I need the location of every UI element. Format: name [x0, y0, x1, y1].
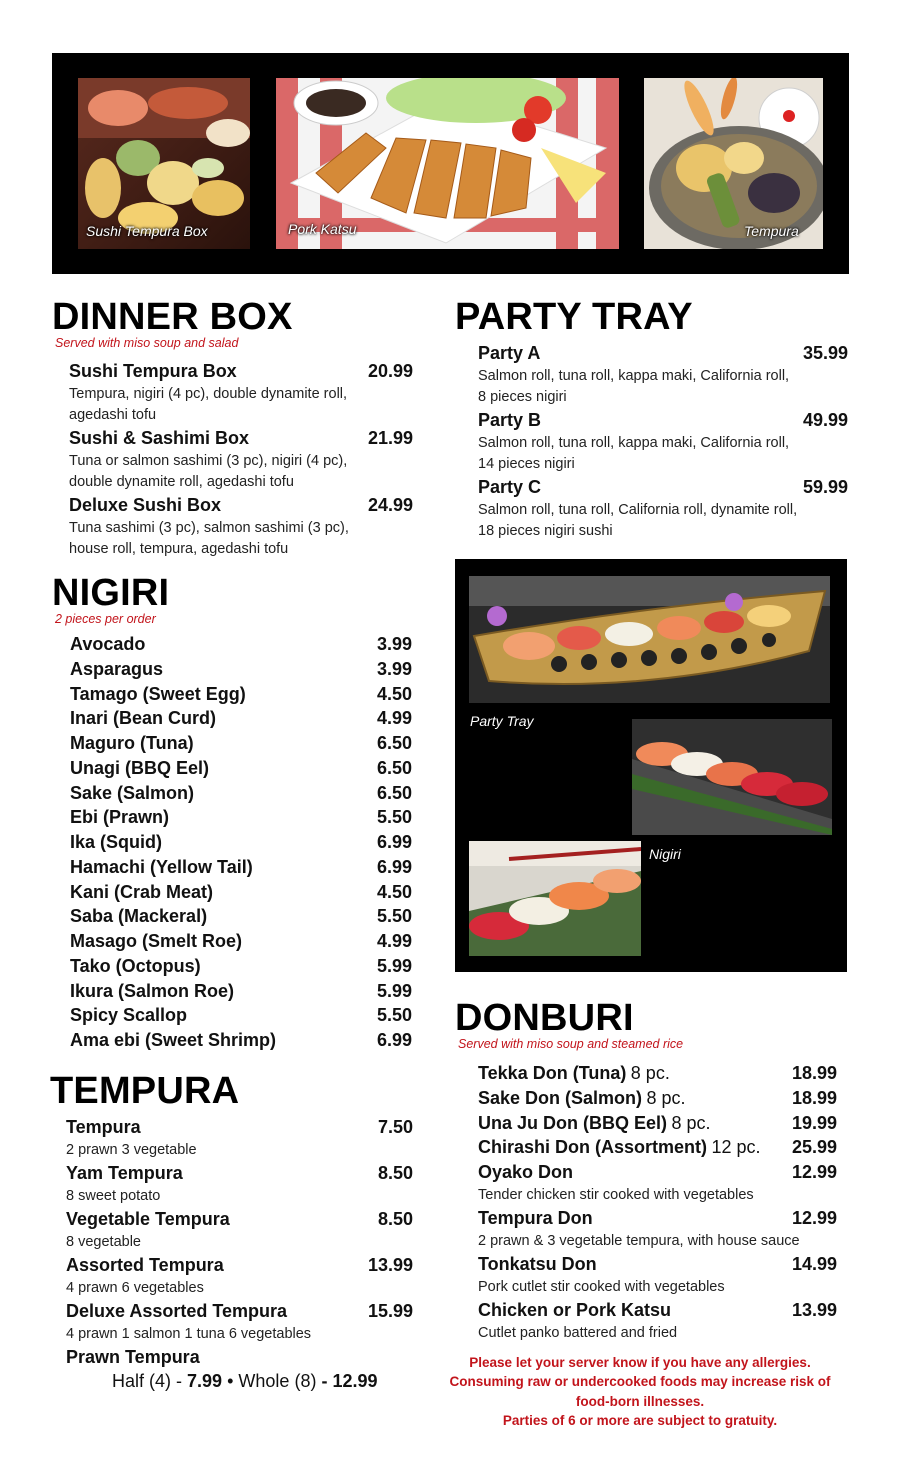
party-tray-title: PARTY TRAY [455, 296, 693, 338]
item-price: 19.99 [791, 1113, 837, 1133]
item-price: 8.50 [377, 1209, 413, 1229]
menu-item [478, 1137, 837, 1158]
item-desc: 4 prawn 1 salmon 1 tuna 6 vegetables [66, 1326, 312, 1342]
menu-item [69, 428, 413, 493]
item-name: Tonkatsu Don [478, 1254, 597, 1274]
nigiri-item [70, 956, 412, 980]
item-desc: double dynamite roll, agedashi tofu [69, 474, 294, 490]
item-price: 6.99 [376, 856, 412, 877]
item-desc: 8 sweet potato [66, 1188, 161, 1204]
item-name: Party A [478, 343, 541, 363]
item-name: Tako (Octopus) [70, 955, 201, 976]
nigiri-item [70, 906, 412, 930]
item-price: 5.99 [376, 980, 412, 1001]
whole-price: 12.99 [332, 1371, 378, 1391]
item-name: Party C [478, 477, 542, 497]
item-desc: 4 prawn 6 vegetables [66, 1280, 204, 1296]
donburi-title: DONBURI [455, 997, 634, 1039]
item-desc: Salmon roll, tuna roll, kappa maki, California roll, [478, 435, 790, 451]
item-qty: 8 pc. [630, 1063, 670, 1083]
prawn-tempura-prices [112, 1371, 378, 1392]
menu-item [66, 1209, 413, 1253]
item-price: 49.99 [802, 410, 848, 430]
item-price: 6.50 [376, 757, 412, 778]
menu-item [69, 361, 413, 426]
nigiri-item [70, 857, 412, 881]
half-price: 7.99 [187, 1371, 223, 1391]
photo-caption: Tempura [744, 223, 799, 239]
item-price: 12.99 [791, 1162, 837, 1182]
item-price: 25.99 [791, 1137, 837, 1157]
item-name: Yam Tempura [66, 1163, 183, 1183]
item-price: 4.50 [376, 683, 412, 704]
nigiri-item [70, 931, 412, 955]
notice-line: food-born illnesses. [575, 1393, 705, 1409]
item-desc: 8 pieces nigiri [478, 389, 567, 405]
item-name: Una Ju Don (BBQ Eel) [478, 1113, 668, 1133]
separator-dot: • [227, 1371, 234, 1391]
item-desc: Tuna sashimi (3 pc), salmon sashimi (3 pc), [69, 520, 349, 536]
item-name: Avocado [70, 634, 146, 654]
item-name: Chirashi Don (Assortment) [478, 1137, 708, 1157]
party-tray-photo [469, 576, 830, 703]
sushi-tempura-box-photo [78, 78, 250, 249]
menu-item [478, 343, 848, 408]
item-name: Asparagus [70, 658, 164, 679]
tempura-title: TEMPURA [50, 1070, 240, 1112]
item-price: 3.99 [376, 658, 412, 679]
item-price: 4.99 [376, 708, 412, 729]
nigiri-item [70, 832, 412, 856]
item-name: Unagi (BBQ Eel) [70, 757, 210, 778]
item-name: Oyako Don [478, 1162, 574, 1182]
item-name: Maguro (Tuna) [70, 733, 194, 753]
menu-item [478, 1208, 837, 1252]
item-desc: house roll, tempura, agedashi tofu [69, 541, 289, 557]
item-price: 15.99 [367, 1301, 413, 1321]
item-price: 12.99 [791, 1208, 837, 1228]
menu-item [478, 1088, 837, 1109]
item-price: 6.50 [376, 733, 412, 753]
nigiri-caption: Nigiri [649, 846, 681, 862]
item-price: 18.99 [791, 1088, 837, 1108]
nigiri-item [70, 981, 412, 1005]
item-name: Sushi & Sashimi Box [69, 428, 250, 448]
item-price: 5.50 [376, 807, 412, 828]
item-name: Deluxe Assorted Tempura [66, 1301, 288, 1321]
item-name: Sushi Tempura Box [69, 361, 237, 381]
item-price: 5.50 [376, 906, 412, 927]
menu-item [66, 1347, 413, 1368]
menu-item [478, 1113, 837, 1134]
item-price: 18.99 [791, 1063, 837, 1083]
menu-item [69, 495, 413, 560]
item-price: 8.50 [377, 1163, 413, 1183]
item-name: Sake Don (Salmon) [478, 1088, 643, 1108]
nigiri-item [70, 783, 412, 807]
whole-label: Whole (8) [238, 1371, 317, 1391]
item-name: Ebi (Prawn) [70, 807, 170, 828]
item-price: 6.99 [376, 1030, 412, 1050]
nigiri-item [70, 733, 412, 757]
nigiri-item [70, 882, 412, 906]
item-price: 21.99 [367, 428, 413, 448]
item-name: Hamachi (Yellow Tail) [70, 856, 253, 877]
item-desc: 18 pieces nigiri sushi [478, 523, 613, 539]
item-price: 14.99 [791, 1254, 837, 1274]
menu-item [66, 1163, 413, 1207]
item-desc: 2 prawn 3 vegetable [66, 1142, 197, 1158]
item-desc: agedashi tofu [69, 407, 157, 423]
menu-item [66, 1117, 413, 1161]
item-name: Sake (Salmon) [70, 782, 195, 803]
item-desc: Salmon roll, tuna roll, California roll, dynamite roll, [478, 502, 798, 518]
item-desc: Pork cutlet stir cooked with vegetables [478, 1279, 725, 1295]
dinner-box-note: Served with miso soup and salad [55, 336, 239, 350]
item-price: 35.99 [802, 343, 848, 363]
menu-item [478, 1063, 837, 1084]
item-desc: Tender chicken stir cooked with vegetables [478, 1187, 754, 1203]
item-name: Ikura (Salmon Roe) [70, 980, 235, 1001]
dinner-box-title: DINNER BOX [52, 296, 293, 338]
nigiri-item [70, 1030, 412, 1054]
item-price: 4.50 [376, 881, 412, 902]
item-name: Tekka Don (Tuna) [478, 1063, 627, 1083]
nigiri-photo [632, 719, 832, 835]
photo-caption: Pork Katsu [288, 221, 357, 237]
menu-item [478, 1254, 837, 1298]
nigiri-item [70, 659, 412, 683]
nigiri-item [70, 684, 412, 708]
item-qty: 8 pc. [671, 1113, 711, 1133]
nigiri-title: NIGIRI [52, 572, 170, 614]
item-price: 7.50 [377, 1117, 413, 1137]
item-price: 3.99 [376, 634, 412, 654]
item-price: 13.99 [791, 1300, 837, 1320]
nigiri-item [70, 708, 412, 732]
half-label: Half (4) - [112, 1371, 183, 1391]
item-name: Tempura [66, 1117, 141, 1137]
item-price: 59.99 [802, 477, 848, 497]
allergy-notice [440, 1353, 840, 1430]
photo-caption: Sushi Tempura Box [86, 223, 208, 239]
menu-item [478, 477, 848, 542]
item-name: Ama ebi (Sweet Shrimp) [70, 1030, 277, 1050]
menu-item [478, 1162, 837, 1206]
item-name: Prawn Tempura [66, 1347, 200, 1367]
item-desc: 8 vegetable [66, 1234, 141, 1250]
notice-line: Please let your server know if you have any allergies. [469, 1355, 811, 1370]
item-desc: 2 prawn & 3 vegetable tempura, with house sauce [478, 1233, 800, 1249]
item-desc: Cutlet panko battered and fried [478, 1325, 678, 1341]
item-name: Kani (Crab Meat) [70, 881, 214, 902]
photo-banner [52, 53, 849, 274]
item-name: Masago (Smelt Roe) [70, 931, 243, 951]
item-name: Vegetable Tempura [66, 1209, 230, 1229]
item-name: Tamago (Sweet Egg) [70, 683, 246, 704]
item-price: 20.99 [367, 361, 413, 381]
item-name: Spicy Scallop [70, 1005, 188, 1026]
item-desc: Tempura, nigiri (4 pc), double dynamite roll, [69, 386, 348, 402]
item-name: Ika (Squid) [70, 832, 163, 852]
item-price: 24.99 [367, 495, 413, 515]
item-name: Party B [478, 410, 542, 430]
photo-gallery [455, 559, 847, 972]
item-name: Chicken or Pork Katsu [478, 1300, 672, 1320]
menu-item [66, 1301, 413, 1345]
nigiri-item [70, 807, 412, 831]
item-qty: 12 pc. [711, 1137, 761, 1157]
nigiri-closeup-photo [469, 841, 641, 956]
nigiri-item [70, 758, 412, 782]
pork-katsu-photo [276, 78, 619, 249]
menu-item [478, 1300, 837, 1344]
item-price: 5.99 [376, 955, 412, 976]
item-desc: Salmon roll, tuna roll, kappa maki, California roll, [478, 368, 790, 384]
item-price: 5.50 [376, 1005, 412, 1026]
nigiri-item [70, 634, 412, 658]
party-tray-caption: Party Tray [470, 713, 534, 729]
item-name: Tempura Don [478, 1208, 593, 1228]
item-name: Saba (Mackeral) [70, 906, 208, 927]
menu-item [66, 1255, 413, 1299]
tempura-photo [644, 78, 823, 249]
notice-line: Parties of 6 or more are subject to gratuity. [502, 1412, 778, 1428]
item-price: 6.50 [376, 782, 412, 803]
menu-item [478, 410, 848, 475]
item-price: 4.99 [376, 931, 412, 951]
item-desc: 14 pieces nigiri [478, 456, 575, 472]
item-desc: Tuna or salmon sashimi (3 pc), nigiri (4 pc), [69, 453, 348, 469]
item-name: Assorted Tempura [66, 1255, 224, 1275]
item-name: Deluxe Sushi Box [69, 495, 222, 515]
donburi-note: Served with miso soup and steamed rice [458, 1037, 684, 1051]
notice-line: Consuming raw or undercooked foods may increase risk of [449, 1374, 831, 1390]
item-qty: 8 pc. [646, 1088, 686, 1108]
item-price: 13.99 [367, 1255, 413, 1275]
item-name: Inari (Bean Curd) [70, 708, 217, 729]
nigiri-item [70, 1005, 412, 1029]
whole-dash: - [321, 1371, 328, 1391]
nigiri-note: 2 pieces per order [55, 612, 156, 626]
item-price: 6.99 [376, 832, 412, 852]
